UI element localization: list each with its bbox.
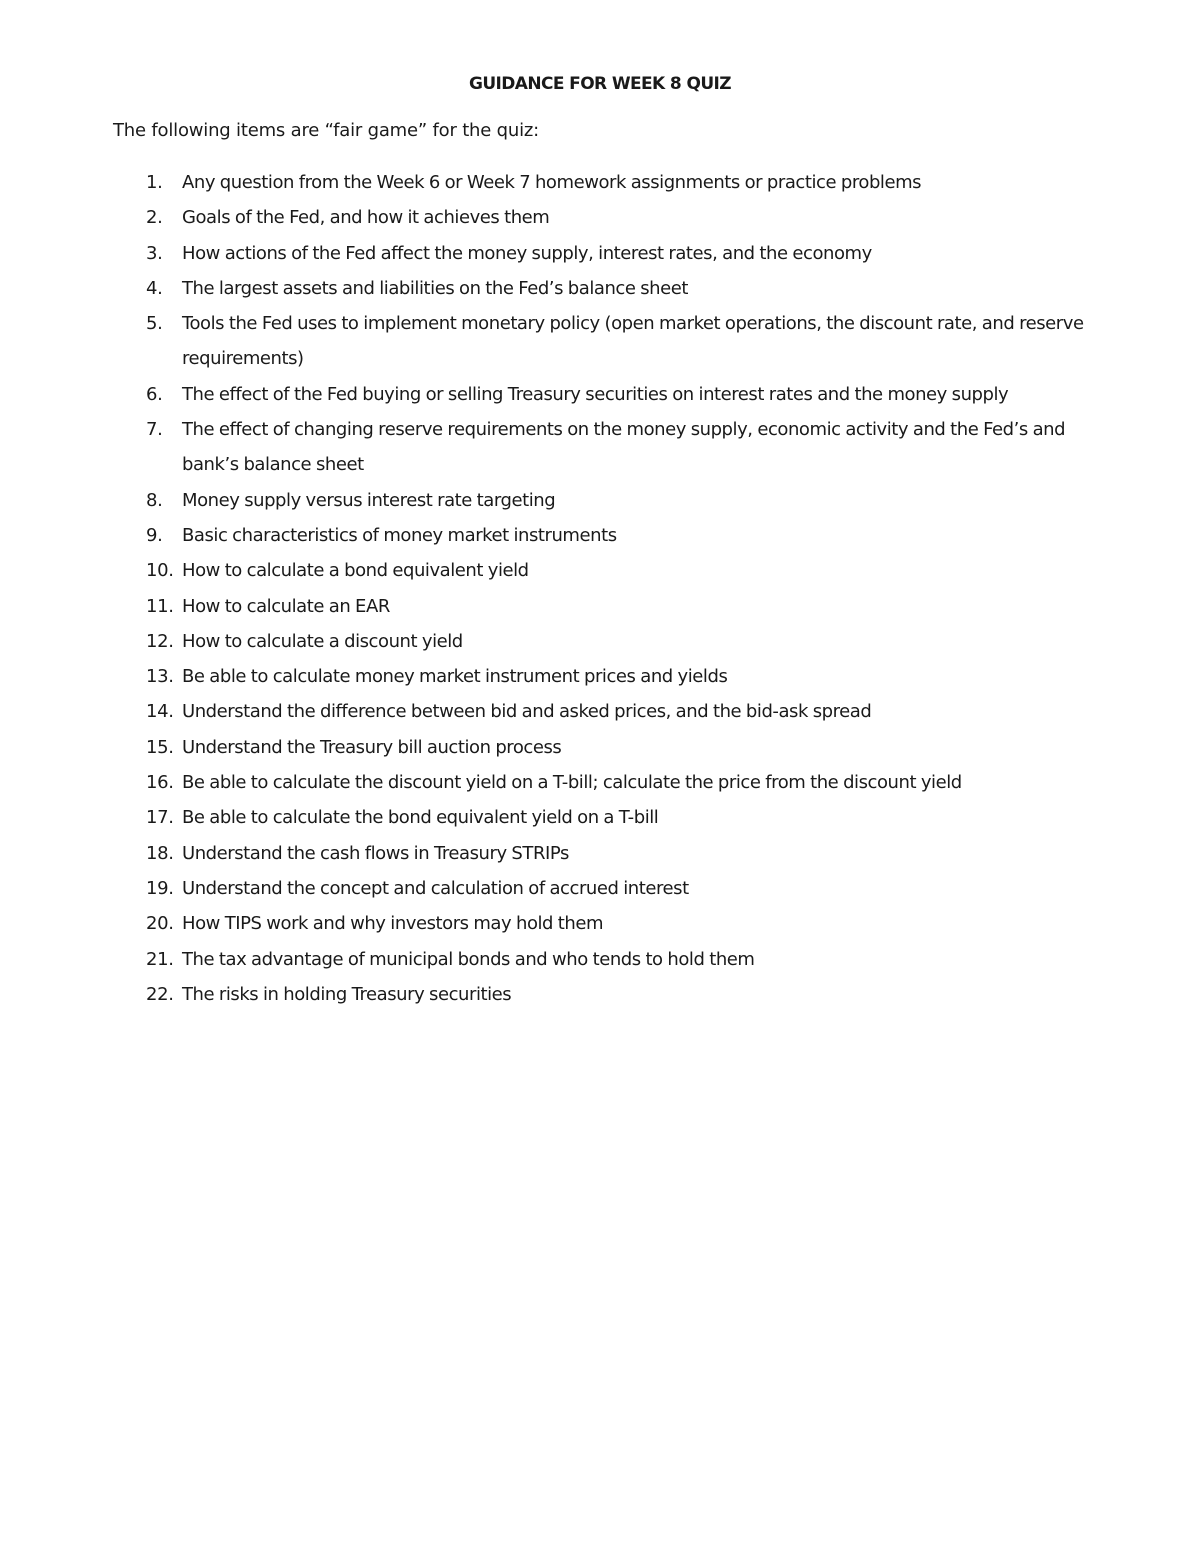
list-item: [0, 518, 1200, 553]
list-item-number: 20.: [146, 913, 174, 935]
list-item-text: Understand the cash flows in Treasury STRIPs: [182, 842, 569, 864]
list-item-text: The largest assets and liabilities on the Fed’s balance sheet: [182, 277, 688, 299]
list-item-number: 11.: [146, 595, 174, 617]
list-item: [0, 836, 1200, 871]
list-item-text: Understand the concept and calculation of accrued interest: [182, 877, 689, 899]
list-item: [0, 765, 1200, 800]
list-item: [0, 412, 1200, 483]
list-item-number: 14.: [146, 701, 174, 723]
list-item-text: How to calculate an EAR: [182, 595, 390, 617]
list-item-text: The risks in holding Treasury securities: [182, 983, 512, 1005]
list-item-number: 8.: [146, 489, 163, 511]
list-item-number: 3.: [146, 242, 163, 264]
list-item-text: Money supply versus interest rate targeting: [182, 489, 556, 511]
list-item-number: 4.: [146, 277, 163, 299]
list-item-number: 5.: [146, 313, 163, 335]
list-item: [0, 483, 1200, 518]
list-item-number: 9.: [146, 524, 163, 546]
list-item-text: How actions of the Fed affect the money supply, interest rates, and the economy: [182, 242, 872, 264]
list-item-text: How TIPS work and why investors may hold them: [182, 913, 604, 935]
list-item: [0, 730, 1200, 765]
list-item-number: 13.: [146, 666, 174, 688]
list-item-text: How to calculate a discount yield: [182, 630, 463, 652]
quiz-topic-list: [0, 165, 1200, 1012]
list-item-text: Be able to calculate the bond equivalent yield on a T-bill: [182, 807, 659, 829]
list-item: [0, 659, 1200, 694]
list-item-text: Understand the Treasury bill auction process: [182, 736, 562, 758]
list-item: [0, 271, 1200, 306]
list-item-text: Be able to calculate the discount yield on a T-bill; calculate the price from the discount yield: [182, 772, 962, 794]
intro-text: The following items are “fair game” for the quiz:: [113, 120, 540, 141]
list-item-number: 7.: [146, 419, 163, 441]
list-item: [0, 871, 1200, 906]
list-item: [0, 377, 1200, 412]
list-item-text: The tax advantage of municipal bonds and who tends to hold them: [182, 948, 755, 970]
list-item-number: 17.: [146, 807, 174, 829]
list-item: [0, 165, 1200, 200]
list-item-text: How to calculate a bond equivalent yield: [182, 560, 529, 582]
list-item: [0, 694, 1200, 729]
list-item-number: 18.: [146, 842, 174, 864]
list-item: [0, 624, 1200, 659]
list-item-number: 6.: [146, 383, 163, 405]
list-item-text: The effect of changing reserve requirements on the money supply, economic activity and the Fed’s and bank’s balance sheet: [182, 419, 1066, 476]
list-item: [0, 906, 1200, 941]
list-item-number: 2.: [146, 207, 163, 229]
list-item-number: 19.: [146, 877, 174, 899]
list-item-text: Tools the Fed uses to implement monetary policy (open market operations, the discount rate, and reserve requirements): [182, 313, 1084, 370]
list-item: [0, 200, 1200, 235]
list-item-number: 1.: [146, 172, 163, 193]
list-item-number: 12.: [146, 630, 174, 652]
list-item: [0, 977, 1200, 1012]
list-item-text: Be able to calculate money market instrument prices and yields: [182, 666, 728, 688]
document-title: GUIDANCE FOR WEEK 8 QUIZ: [469, 74, 731, 94]
list-item-text: Basic characteristics of money market instruments: [182, 524, 617, 546]
list-item: [0, 589, 1200, 624]
list-item: [0, 942, 1200, 977]
list-item-text: Any question from the Week 6 or Week 7 homework assignments or practice problems: [182, 172, 922, 193]
list-item-text: Goals of the Fed, and how it achieves them: [182, 207, 550, 229]
list-item-number: 21.: [146, 948, 174, 970]
list-item-number: 22.: [146, 983, 174, 1005]
list-item-number: 15.: [146, 736, 174, 758]
list-item-number: 16.: [146, 772, 174, 794]
list-item-text: The effect of the Fed buying or selling Treasury securities on interest rates and the money supply: [182, 383, 1009, 405]
list-item-text: Understand the difference between bid and asked prices, and the bid-ask spread: [182, 701, 872, 723]
list-item: [0, 306, 1200, 377]
list-item: [0, 236, 1200, 271]
list-item: [0, 553, 1200, 588]
list-item: [0, 800, 1200, 835]
list-item-number: 10.: [146, 560, 174, 582]
